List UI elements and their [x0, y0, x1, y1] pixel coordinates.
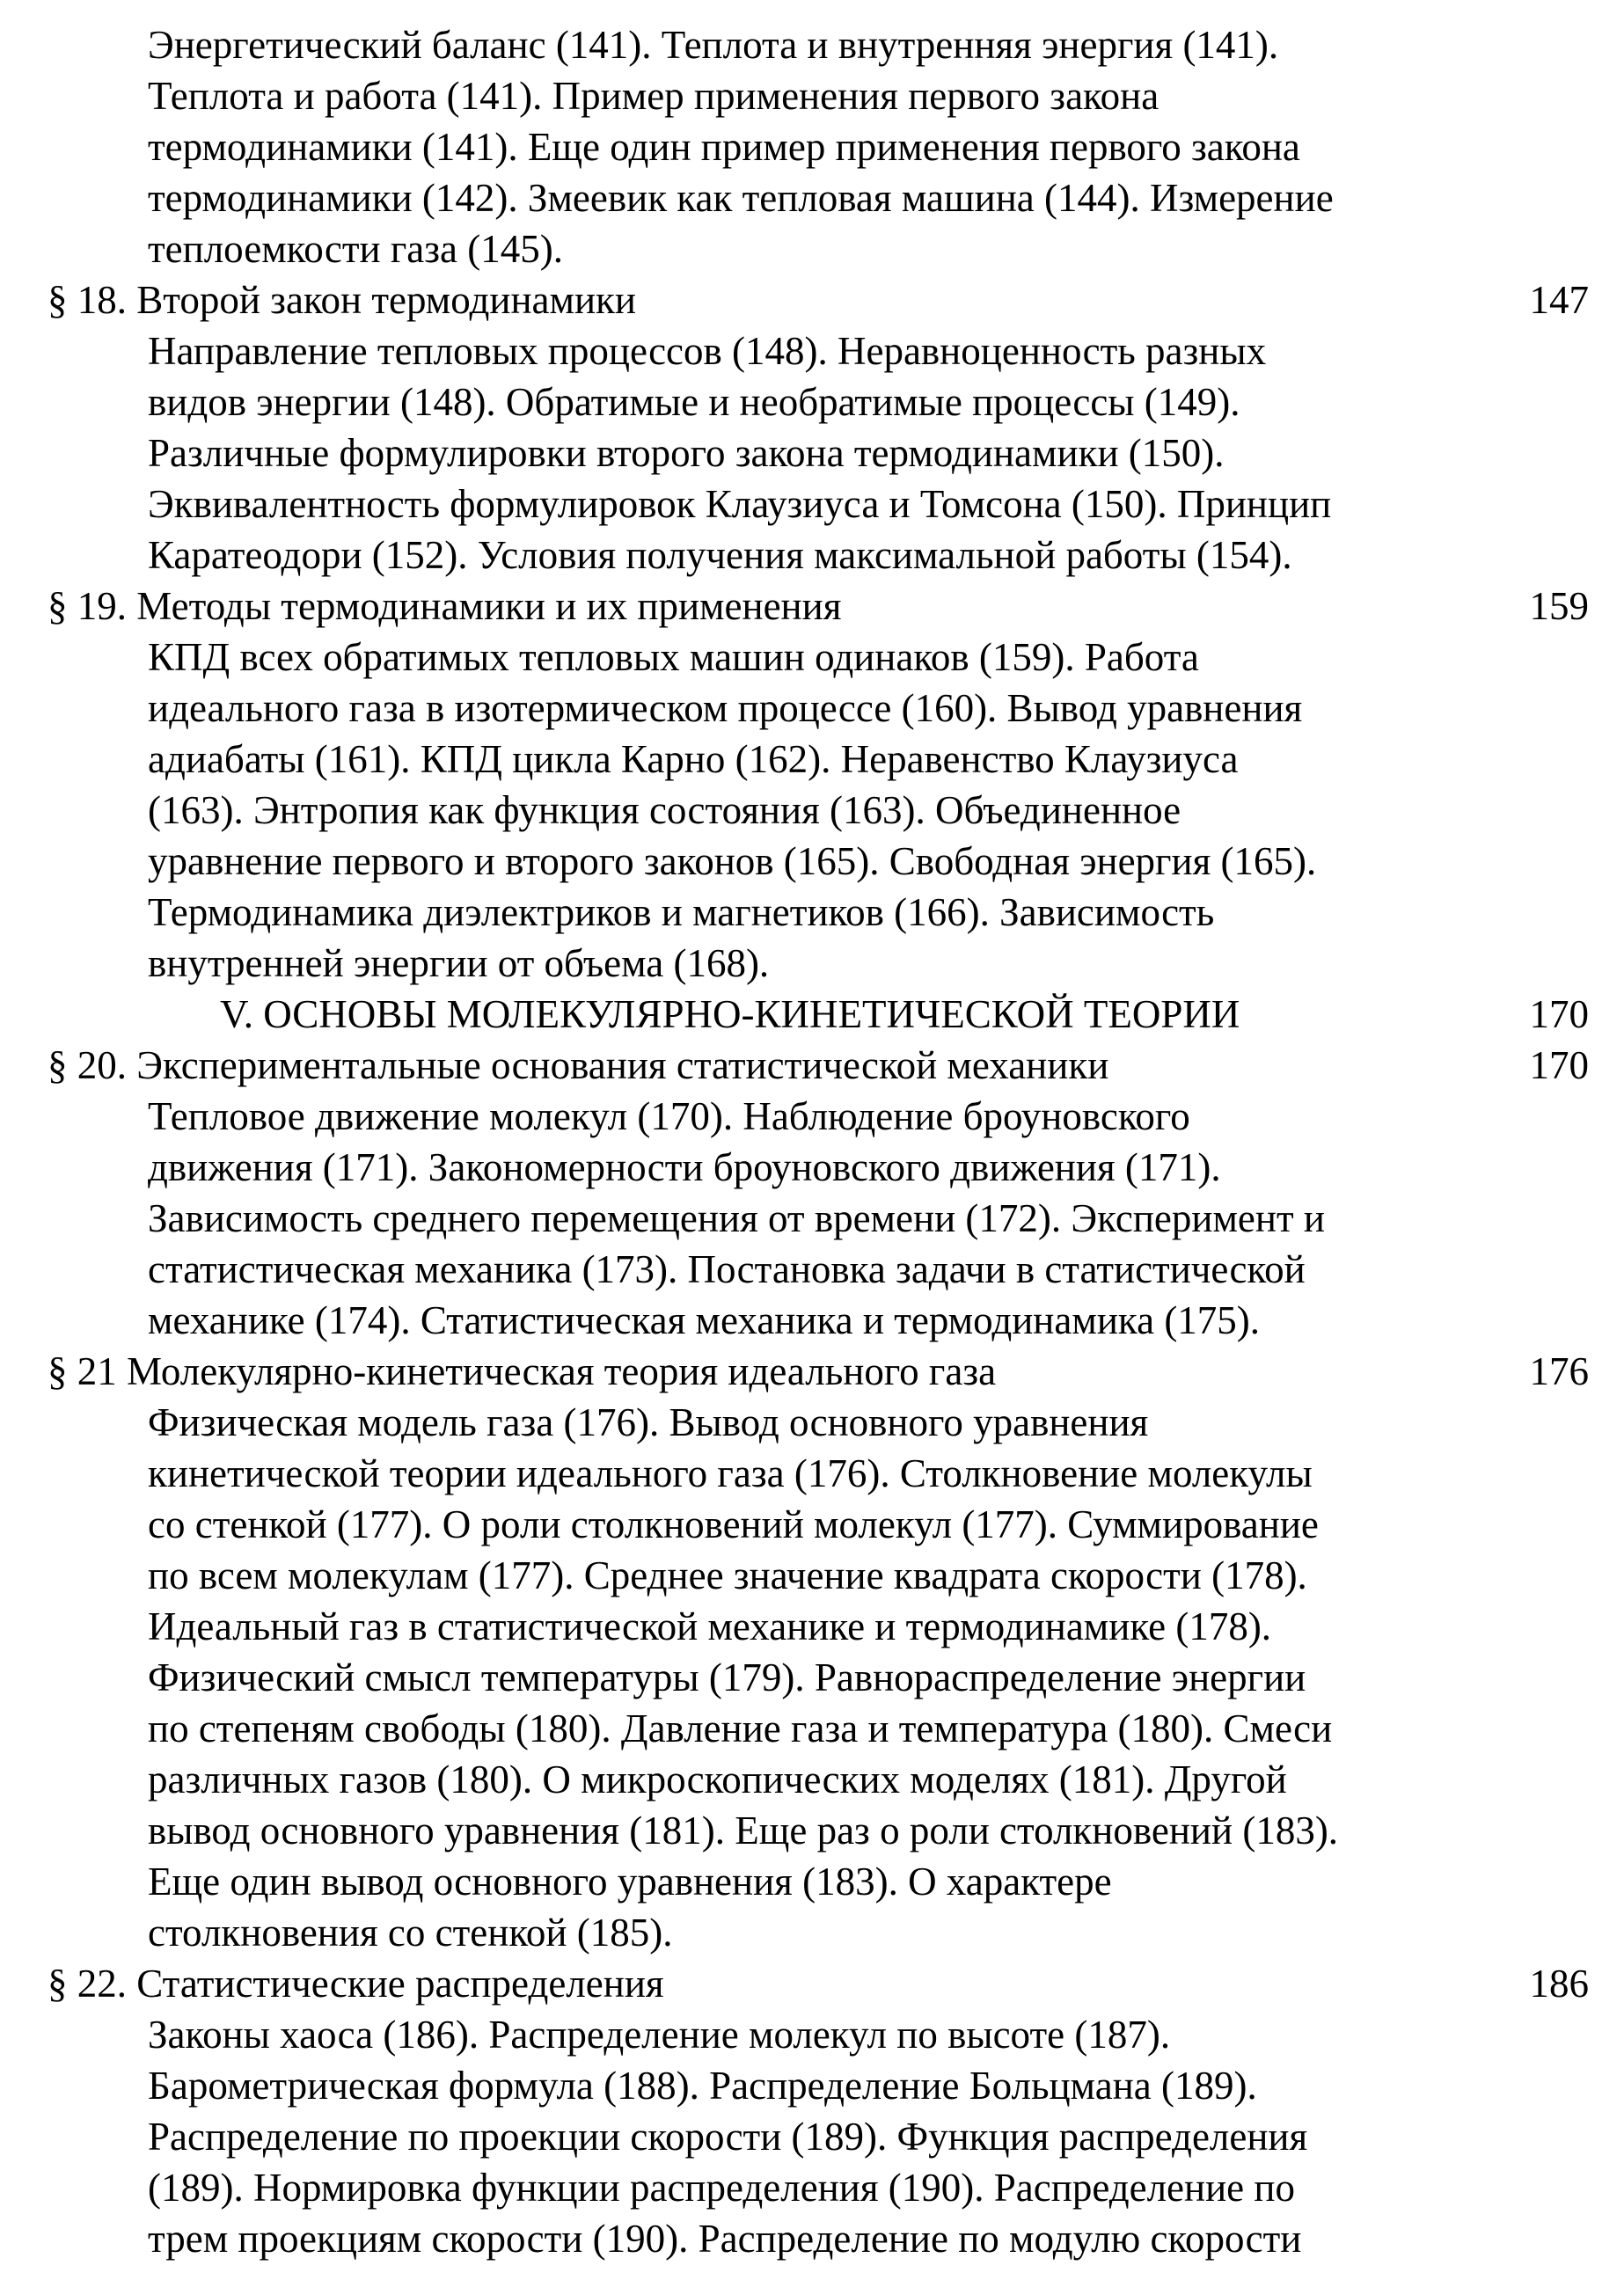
- description-line: КПД всех обратимых тепловых машин одинаков (159). Работа: [148, 635, 1199, 679]
- section-19-page-number: 159: [1529, 584, 1589, 628]
- description-line: видов энергии (148). Обратимые и необратимые процессы (149).: [148, 380, 1240, 424]
- section-22-description: [148, 2009, 1494, 2264]
- description-line: Идеальный газ в статистической механике и термодинамике (178).: [148, 1604, 1272, 1648]
- description-line: кинетической теории идеального газа (176). Столкновение молекулы: [148, 1451, 1313, 1495]
- description-line: Каратеодори (152). Условия получения максимальной работы (154).: [148, 533, 1292, 577]
- description-line: Законы хаоса (186). Распределение молекул по высоте (187).: [148, 2013, 1171, 2057]
- description-line: механике (174). Статистическая механика и термодинамика (175).: [148, 1298, 1261, 1342]
- description-line: столкновения со стенкой (185).: [148, 1911, 673, 1955]
- description-line: по степеням свободы (180). Давление газа и температура (180). Смеси: [148, 1706, 1333, 1750]
- section-22-page-number: 186: [1529, 1962, 1589, 2006]
- description-line: Термодинамика диэлектриков и магнетиков (166). Зависимость: [148, 890, 1215, 934]
- description-line: внутренней энергии от объема (168).: [148, 941, 770, 985]
- section-19-description: [148, 632, 1494, 989]
- description-line: адиабаты (161). КПД цикла Карно (162). Неравенство Клаузиуса: [148, 737, 1239, 781]
- intro-description: [148, 19, 1494, 274]
- chapter-title[interactable]: V. ОСНОВЫ МОЛЕКУЛЯРНО-КИНЕТИЧЕСКОЙ ТЕОРИИ: [220, 992, 1240, 1036]
- section-18-description: [148, 325, 1494, 581]
- description-line: Теплота и работа (141). Пример применения первого закона: [148, 74, 1159, 118]
- description-line: различных газов (180). О микроскопических моделях (181). Другой: [148, 1758, 1287, 1801]
- description-line: со стенкой (177). О роли столкновений молекул (177). Суммирование: [148, 1502, 1319, 1546]
- description-line: Направление тепловых процессов (148). Неравноценность разных: [148, 329, 1267, 373]
- section-19-title[interactable]: § 19. Методы термодинамики и их применения: [48, 584, 842, 628]
- description-line: (163). Энтропия как функция состояния (163). Объединенное: [148, 788, 1181, 832]
- description-line: Еще один вывод основного уравнения (183). О характере: [148, 1860, 1112, 1904]
- description-line: Тепловое движение молекул (170). Наблюдение броуновского: [148, 1094, 1190, 1138]
- description-line: уравнение первого и второго законов (165). Свободная энергия (165).: [148, 839, 1317, 883]
- description-line: (189). Нормировка функции распределения (190). Распределение по: [148, 2166, 1295, 2210]
- section-18-page-number: 147: [1529, 278, 1589, 322]
- section-21-title[interactable]: § 21 Молекулярно-кинетическая теория идеального газа: [48, 1349, 997, 1393]
- section-21-description: [148, 1397, 1494, 1958]
- description-line: по всем молекулам (177). Среднее значение квадрата скорости (178).: [148, 1553, 1307, 1597]
- description-line: Физическая модель газа (176). Вывод основного уравнения: [148, 1400, 1149, 1444]
- description-line: трем проекциям скорости (190). Распределение по модулю скорости: [148, 2217, 1302, 2261]
- chapter-page-number: 170: [1529, 992, 1589, 1036]
- section-21-page-number: 176: [1529, 1349, 1589, 1393]
- section-22-title[interactable]: § 22. Статистические распределения: [48, 1962, 664, 2006]
- description-line: термодинамики (142). Змеевик как тепловая машина (144). Измерение: [148, 176, 1334, 220]
- section-20-description: [148, 1091, 1494, 1346]
- description-line: теплоемкости газа (145).: [148, 227, 563, 271]
- description-line: термодинамики (141). Еще один пример применения первого закона: [148, 125, 1300, 169]
- description-line: идеального газа в изотермическом процессе (160). Вывод уравнения: [148, 686, 1303, 730]
- section-20-page-number: 170: [1529, 1043, 1589, 1087]
- section-20-title[interactable]: § 20. Экспериментальные основания статистической механики: [48, 1043, 1109, 1087]
- description-line: Различные формулировки второго закона термодинамики (150).: [148, 431, 1225, 475]
- description-line: вывод основного уравнения (181). Еще раз о роли столкновений (183).: [148, 1809, 1339, 1852]
- description-line: Физический смысл температуры (179). Равнораспределение энергии: [148, 1655, 1306, 1699]
- description-line: движения (171). Закономерности броуновского движения (171).: [148, 1145, 1221, 1189]
- description-line: Эквивалентность формулировок Клаузиуса и Томсона (150). Принцип: [148, 482, 1332, 526]
- description-line: Энергетический баланс (141). Теплота и внутренняя энергия (141).: [148, 23, 1279, 67]
- description-line: Барометрическая формула (188). Распределение Больцмана (189).: [148, 2064, 1257, 2108]
- description-line: Зависимость среднего перемещения от времени (172). Эксперимент и: [148, 1196, 1325, 1240]
- section-18-title[interactable]: § 18. Второй закон термодинамики: [48, 278, 637, 322]
- description-line: Распределение по проекции скорости (189). Функция распределения: [148, 2115, 1308, 2159]
- description-line: статистическая механика (173). Постановка задачи в статистической: [148, 1247, 1306, 1291]
